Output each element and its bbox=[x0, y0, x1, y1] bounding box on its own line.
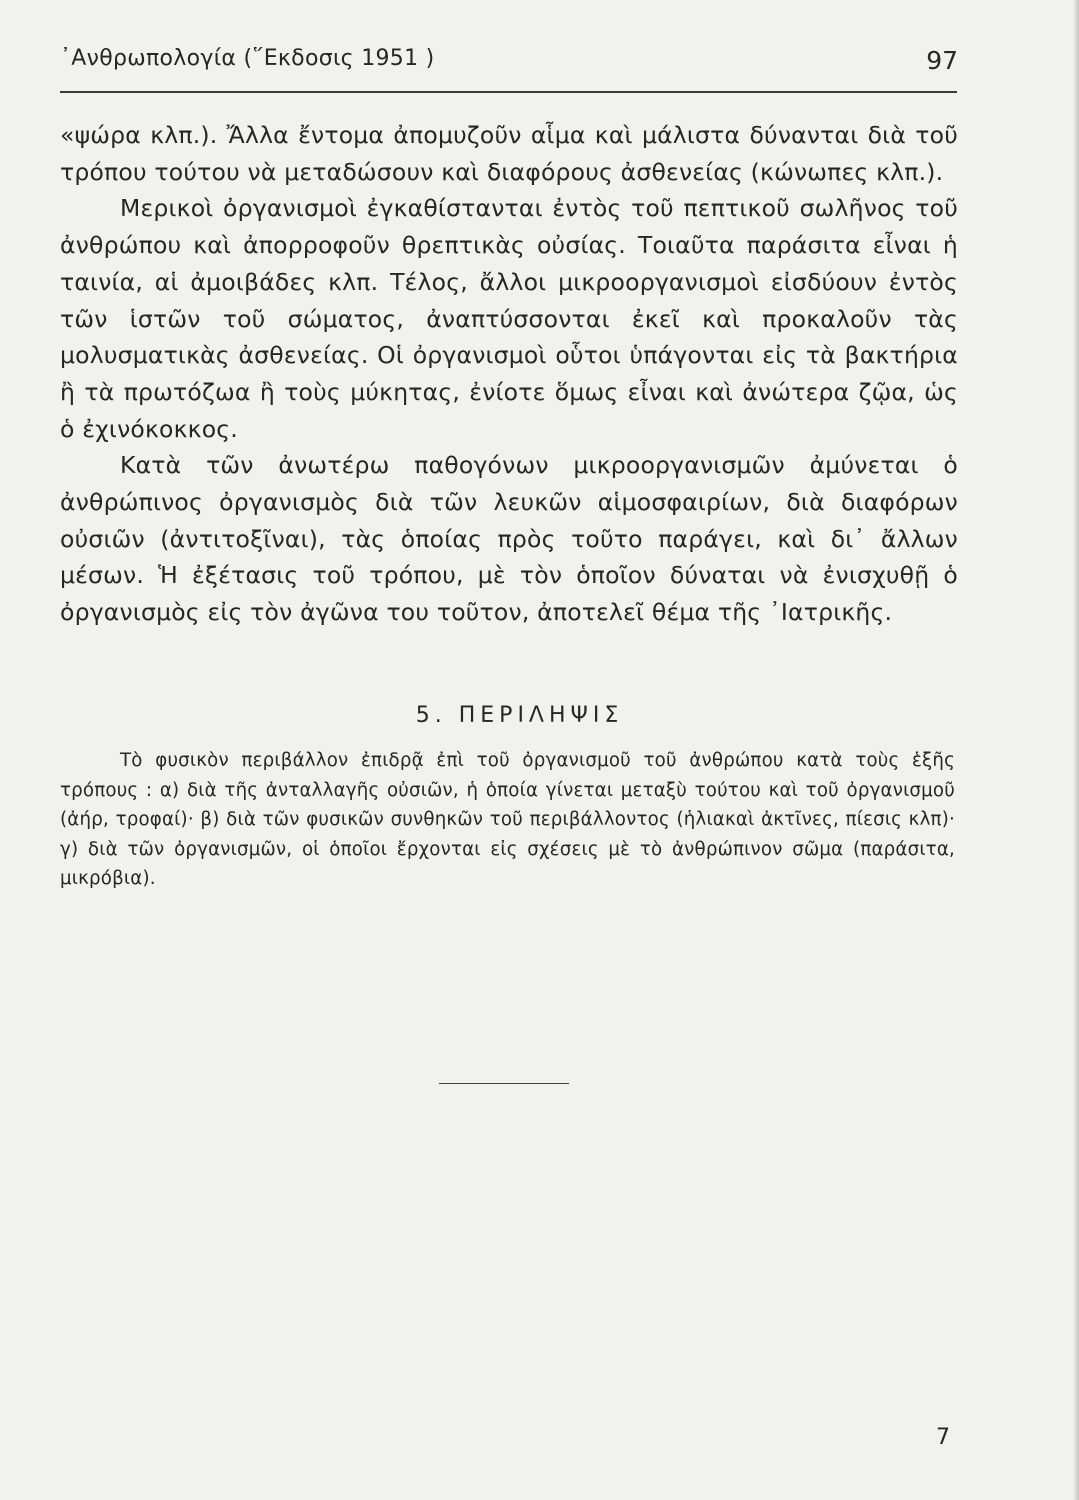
page-edge-shadow bbox=[1073, 0, 1079, 1500]
section-heading: 5. ΠΕΡΙΛΗΨΙΣ bbox=[415, 703, 624, 728]
signature-mark: 7 bbox=[936, 1425, 950, 1450]
end-rule bbox=[439, 1083, 569, 1084]
paragraph-continuation: «ψώρα κλπ.). Ἄλλα ἔντομα ἀπομυζοῦν αἷμα καὶ μάλιστα δύνανται διὰ τοῦ τρόπου τούτου νὰ μεταδώσουν καὶ διαφόρους ἀσθενείας (κώνωπες κλπ.). bbox=[60, 121, 958, 186]
header-rule bbox=[60, 91, 957, 93]
paragraph-defense: Κατὰ τῶν ἀνωτέρω παθογόνων μικροοργανισμῶν ἀμύνεται ὁ ἀνθρώπινος ὀργανισμὸς διὰ τῶν λευκῶν αἱμοσφαιρίων, διὰ διαφόρων οὐσιῶν (ἀντιτοξῖναι), τὰς ὁποίας πρὸς τοῦτο παράγει, καὶ δι᾿ ἄλλων μέσων. Ἡ ἐξέτασις τοῦ τρόπου, μὲ τὸν ὁποῖον δύναται νὰ ἐνισχυθῇ ὁ ὀργανισμὸς εἰς τὸν ἀγῶνα του τοῦτον, ἀποτελεῖ θέμα τῆς ᾿Ιατρικῆς. bbox=[60, 451, 958, 627]
page-number: 97 bbox=[926, 46, 958, 75]
section-summary: Τὸ φυσικὸν περιβάλλον ἐπιδρᾷ ἐπὶ τοῦ ὀργανισμοῦ τοῦ ἀνθρώπου κατὰ τοὺς ἑξῆς τρόπους : α) διὰ τῆς ἀνταλλαγῆς οὐσιῶν, ἡ ὁποία γίνεται μεταξὺ τούτου καὶ τοῦ ὀργανισμοῦ (ἀήρ, τροφαί)· β) διὰ τῶν φυσικῶν συνθηκῶν τοῦ περιβάλλοντος (ἡλιακαὶ ἀκτῖνες, πίεσις κλπ)· γ) διὰ τῶν ὀργανισμῶν, οἱ ὁποῖοι ἔρχονται εἰς σχέσεις μὲ τὸ ἀνθρώπινον σῶμα (παράσιτα, μικρόβια). bbox=[60, 750, 955, 890]
running-title: ᾿Ανθρωπολογία (῞Εκδοσις 1951 ) bbox=[60, 46, 435, 71]
body-text bbox=[60, 117, 958, 631]
paragraph-parasites: Μερικοὶ ὀργανισμοὶ ἐγκαθίστανται ἐντὸς τοῦ πεπτικοῦ σωλῆνος τοῦ ἀνθρώπου καὶ ἀπορροφοῦν θρεπτικὰς οὐσίας. Τοιαῦτα παράσιτα εἶναι ἡ ταινία, αἱ ἀμοιβάδες κλπ. Τέλος, ἄλλοι μικροοργανισμοὶ εἰσδύουν ἐντὸς τῶν ἱστῶν τοῦ σώματος, ἀναπτύσσονται ἐκεῖ καὶ προκαλοῦν τὰς μολυσματικὰς ἀσθενείας. Οἱ ὀργανισμοὶ οὗτοι ὑπάγονται εἰς τὰ βακτήρια ἢ τὰ πρωτόζωα ἢ τοὺς μύκητας, ἐνίοτε ὅμως εἶναι καὶ ἀνώτερα ζῷα, ὡς ὁ ἐχινόκοκκος. bbox=[60, 194, 958, 443]
running-head bbox=[60, 46, 958, 82]
